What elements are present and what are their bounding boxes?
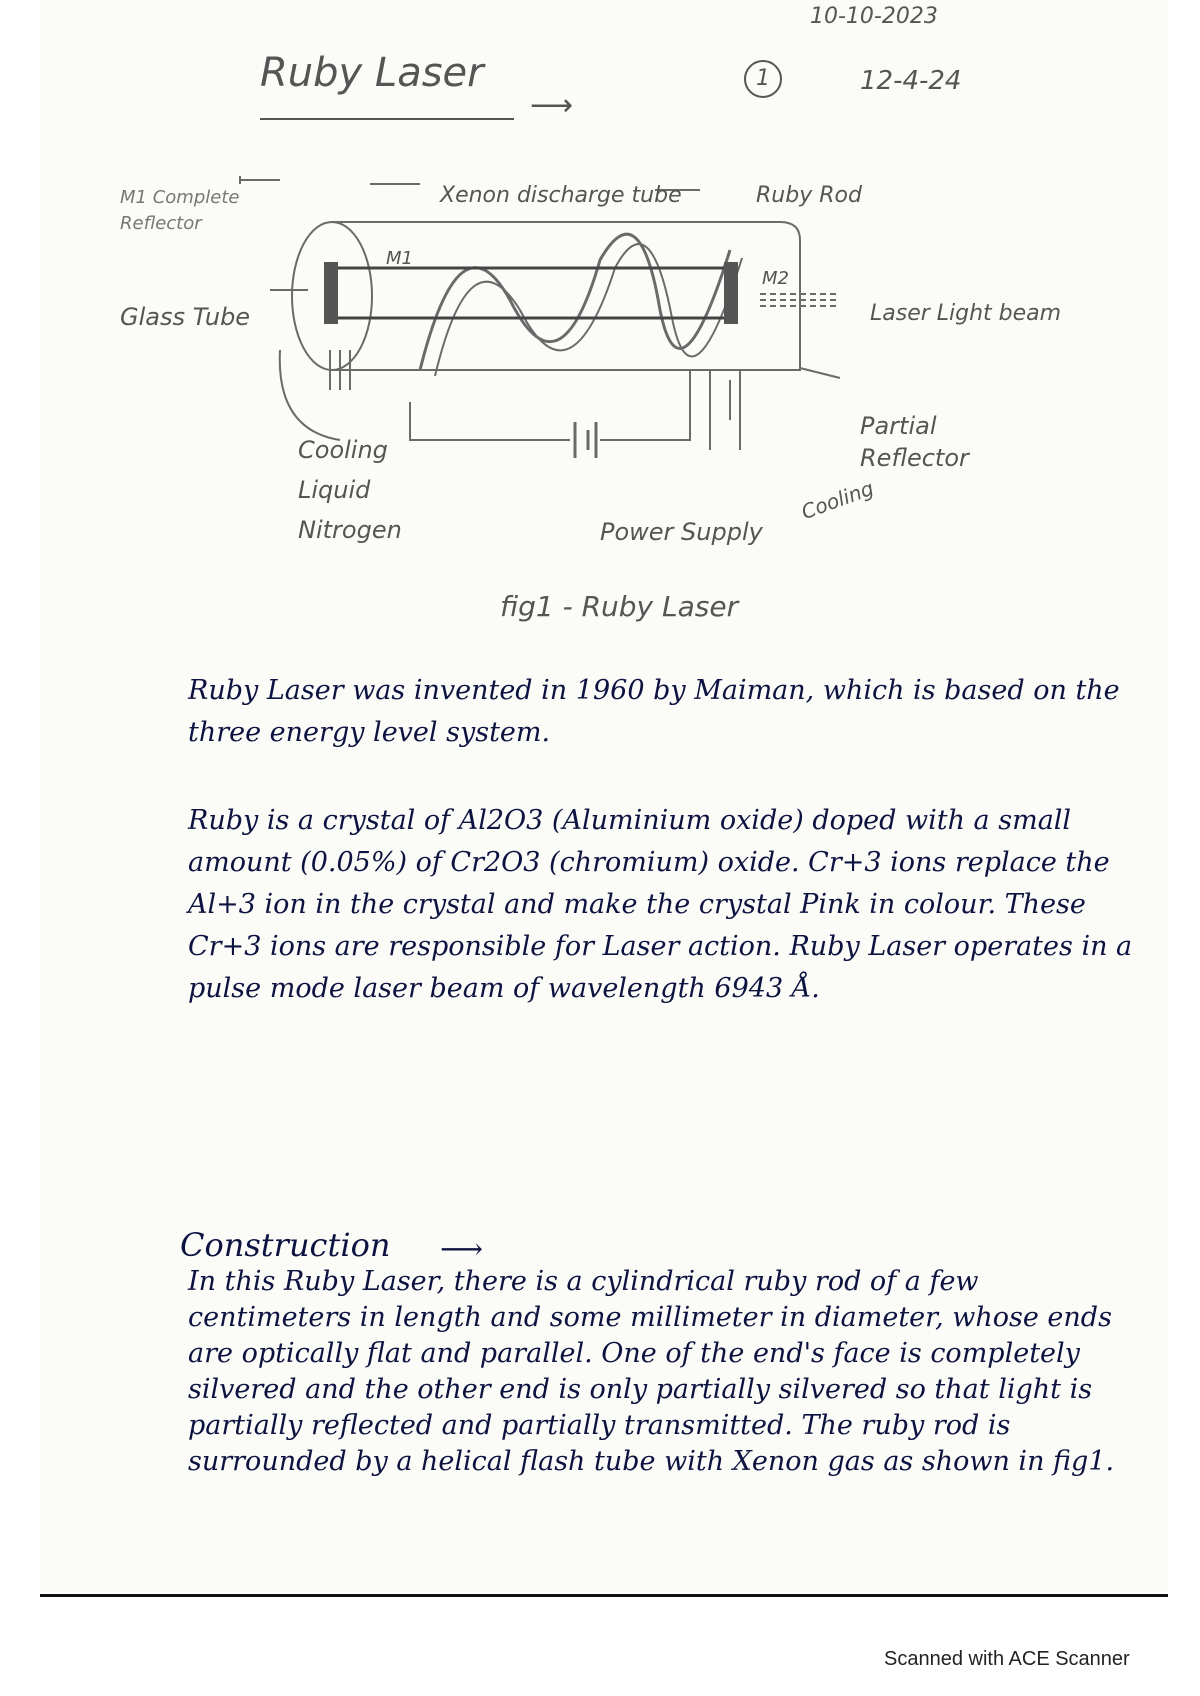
date-top: 10-10-2023 [810, 4, 938, 29]
paragraph-crystal: Ruby is a crystal of Al2O3 (Aluminium oxide) doped with a small amount (0.05%) of Cr2O3 (chromium) oxide. Cr+3 ions replace the Al+3 ion in the crystal and make the crystal Pink in colour. These Cr+3 ions are responsible for Laser action. Ruby Laser operates in a pulse mode laser beam of wavelength 6943 Å. [188, 805, 1133, 1004]
label-cooling-liquid-nitrogen: Cooling Liquid Nitrogen [298, 436, 402, 544]
mirror-m2 [724, 262, 738, 324]
figure-caption: fig1 - Ruby Laser [500, 590, 739, 623]
page-title: Ruby Laser [260, 50, 484, 96]
label-m1: M1 [386, 248, 413, 269]
power-supply-battery-icon [575, 422, 596, 458]
page-bottom-edge [40, 1594, 1168, 1597]
label-glass-tube: Glass Tube [120, 303, 251, 331]
label-m1-complete-reflector: M1 Complete Reflector [120, 187, 240, 234]
paragraph-construction: In this Ruby Laser, there is a cylindrical ruby rod of a few centimeters in length and some millimeter in diameter, whose ends are optically flat and parallel. One of the end's face is completely silvered and the other end is only partially silvered so that light is partially reflected and partially transmitted. The ruby rod is surrounded by a helical flash tube with Xenon gas as shown in fig1. [188, 1266, 1115, 1477]
label-ruby-rod: Ruby Rod [756, 183, 862, 208]
page-number: 1 [744, 60, 782, 98]
label-power-supply: Power Supply [600, 518, 763, 546]
heading-arrow-icon: ⟶ [440, 1232, 484, 1267]
cooling-outlet-pipe [710, 370, 740, 450]
label-m2: M2 [762, 268, 789, 289]
mirror-m1 [324, 262, 338, 324]
title-arrow-icon: ⟶ [530, 88, 574, 123]
label-cooling: Cooling [798, 475, 877, 525]
label-partial-reflector: Partial Reflector [860, 412, 969, 472]
section-heading-construction: Construction [180, 1226, 391, 1264]
label-laser-beam: Laser Light beam [870, 301, 1062, 326]
power-supply-wire [410, 370, 690, 440]
title-underline [260, 118, 514, 120]
label-xenon-tube: Xenon discharge tube [440, 183, 682, 208]
scanned-page [40, 0, 1168, 1592]
date-second: 12-4-24 [860, 66, 962, 96]
scanner-watermark: Scanned with ACE Scanner [884, 1648, 1130, 1670]
paragraph-intro: Ruby Laser was invented in 1960 by Maiman, which is based on the three energy level system. [188, 675, 1120, 748]
